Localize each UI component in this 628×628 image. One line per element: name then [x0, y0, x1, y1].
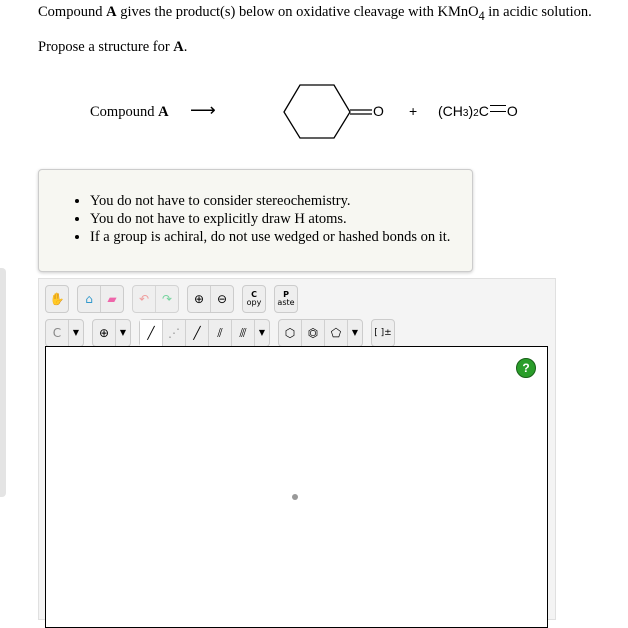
cyclopentane-icon[interactable]: ⬠ [325, 320, 348, 346]
toolbar-row-bottom [45, 319, 395, 347]
hand-icon[interactable]: ✋ [49, 292, 65, 306]
bracket-charge-button[interactable]: [ ]± [374, 328, 392, 338]
question-text: Compound A gives the product(s) below on oxidative cleavage with KMnO$_4$ in acidic solution. [38, 4, 592, 23]
chevron-down-icon[interactable]: ▼ [119, 328, 127, 337]
toolbar-row-top [45, 285, 298, 313]
copy-button[interactable]: C opy [246, 290, 262, 307]
note-item: • You do not have to explicitly draw H atoms. [90, 210, 472, 228]
charge-plus-icon[interactable]: ⊕ [93, 320, 116, 346]
cyclohexane-icon[interactable]: ⬡ [279, 320, 302, 346]
plus-sign: + [409, 103, 418, 119]
chevron-down-icon[interactable]: ▼ [351, 328, 359, 337]
element-select[interactable]: C [46, 320, 69, 346]
cursor-dot [292, 494, 298, 500]
chevron-down-icon[interactable]: ▼ [72, 328, 80, 337]
single-bond-icon[interactable]: ╱ [140, 320, 163, 346]
zoom-in-icon[interactable]: ⊕ [188, 286, 211, 312]
chevron-down-icon[interactable]: ▼ [258, 328, 266, 337]
note-item: • If a group is achiral, do not use wedged or hashed bonds on it. [90, 228, 472, 246]
instructions-box [38, 169, 473, 272]
zoom-out-icon[interactable]: ⊖ [216, 292, 228, 306]
scrollbar[interactable] [0, 268, 6, 497]
oxygen-label: O [373, 103, 384, 119]
undo-icon[interactable]: ↶ [133, 286, 156, 312]
reactant-label: Compound A [90, 104, 169, 120]
drawing-canvas[interactable] [45, 346, 548, 628]
triple-bond-icon[interactable]: ⫻ [232, 320, 255, 346]
cyclohexanone-structure [280, 80, 380, 144]
wedge-bond-icon[interactable]: ╱ [186, 320, 209, 346]
benzene-icon[interactable]: ⏣ [302, 320, 325, 346]
paste-button[interactable]: P aste [277, 290, 295, 307]
note-item: • You do not have to consider stereochemistry. [90, 192, 472, 210]
reaction-arrow: ⟶ [190, 100, 216, 120]
question-prompt: Propose a structure for A. [38, 39, 188, 55]
eraser-icon[interactable]: ▰ [107, 292, 117, 306]
erase-all-icon[interactable]: ⌂ [78, 286, 101, 312]
acetone-formula: (CH 3 ) 2 C O [438, 103, 518, 119]
redo-icon[interactable]: ↷ [161, 292, 173, 306]
help-button[interactable]: ? [516, 358, 536, 378]
hashed-bond-icon[interactable]: ⋰ [163, 320, 186, 346]
double-bond-icon[interactable]: ⫽ [209, 320, 232, 346]
